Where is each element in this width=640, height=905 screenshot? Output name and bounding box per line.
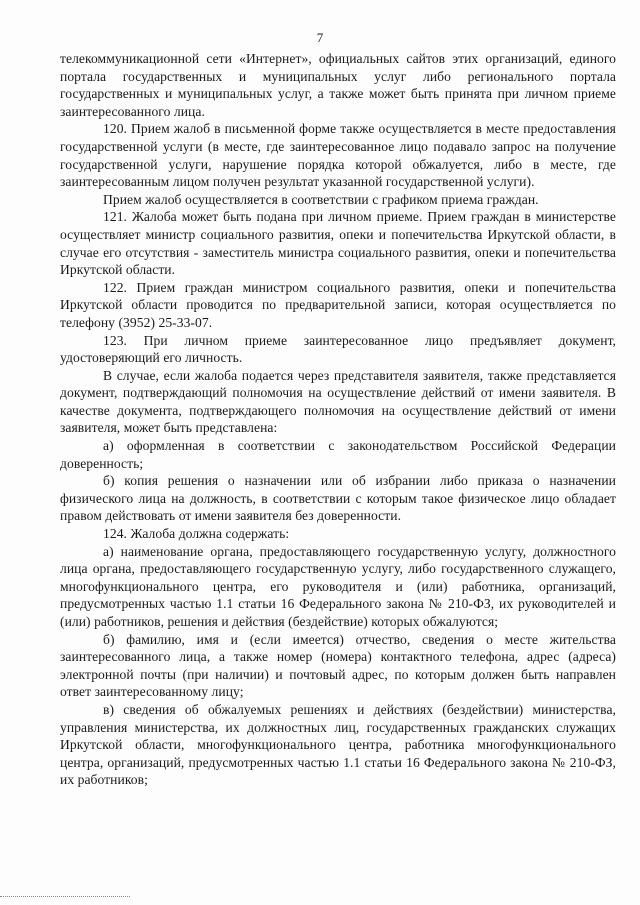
paragraph-item-a-power-of-attorney: а) оформленная в соответствии с законодательством Российской Федерации доверенность; (60, 438, 616, 471)
paragraph-124-item-a: а) наименование органа, предоставляющего государственную услугу, должностного лица органа, предоставляющего государственную услугу, либо государственного служащего, многофункционального центра, его руководителя и (или) работника, организаций, предусмотренных частью 1.1 статьи 16 Федерального закона № 210-ФЗ, их руководителей и (или) работников, решения и действия (бездействие) которых обжалуются; (60, 543, 616, 629)
paragraph-124-item-v: в) сведения об обжалуемых решениях и действиях (бездействии) министерства, управления министерства, их должностных лиц, государственных гражданских служащих Иркутской области, многофункционального центра, работника многофункционального центра, организаций, предусмотренных частью 1.1 статьи 16 Федерального закона № 210-ФЗ, их работников; (60, 701, 616, 788)
paragraph-representative: В случае, если жалоба подается через представителя заявителя, также представляется документ, подтверждающий полномочия на осуществление действий от имени заявителя. В качестве документа, подтверждающего полномочия на осуществление действий от имени заявителя, может быть представлена: (60, 367, 616, 436)
paragraph-item-b-appointment-copy: б) копия решения о назначении или об избрании либо приказа о назначении физического лица на должность, в соответствии с которым такое физическое лицо обладает правом действовать от имени заявителя без доверенности. (60, 473, 616, 524)
page-number: 7 (316, 30, 324, 45)
document-body (60, 50, 616, 789)
footer-divider (0, 896, 130, 897)
paragraph-120: 120. Прием жалоб в письменной форме также осуществляется в месте предоставления государственной услуги (в месте, где заинтересованное лицо подавало запрос на получение государственной услуги, нарушение порядка которой обжалуется, либо в месте, где заинтересованным лицом получен результат указанной государственной услуги). (60, 121, 616, 190)
paragraph-121: 121. Жалоба может быть подана при личном приеме. Прием граждан в министерстве осуществляет министр социального развития, опеки и попечительства Иркутской области, в случае его отсутствия - заместитель министра социального развития, опеки и попечительства Иркутской области. (60, 209, 616, 278)
paragraph-continuation: телекоммуникационной сети «Интернет», официальных сайтов этих организаций, единого портала государственных и муниципальных услуг либо регионального портала государственных и муниципальных услуг, а также может быть принята при личном приеме заинтересованного лица. (60, 51, 616, 119)
paragraph-124-item-b: б) фамилию, имя и (если имеется) отчество, сведения о месте жительства заинтересованного лица, а также номер (номера) контактного телефона, адрес (адреса) электронной почты (при наличии) и почтовый адрес, по которым должен быть направлен ответ заинтересованному лицу; (60, 631, 616, 700)
paragraph-123: 123. При личном приеме заинтересованное лицо предъявляет документ, удостоверяющий его личность. (60, 332, 616, 366)
paragraph-124: 124. Жалоба должна содержать: (103, 526, 290, 542)
paragraph-schedule: Прием жалоб осуществляется в соответствии с графиком приема граждан. (103, 191, 539, 207)
paragraph-122: 122. Прием граждан министром социального развития, опеки и попечительства Иркутской области проводится по предварительной записи, которая осуществляется по телефону (3952) 25-33-07. (60, 279, 616, 330)
